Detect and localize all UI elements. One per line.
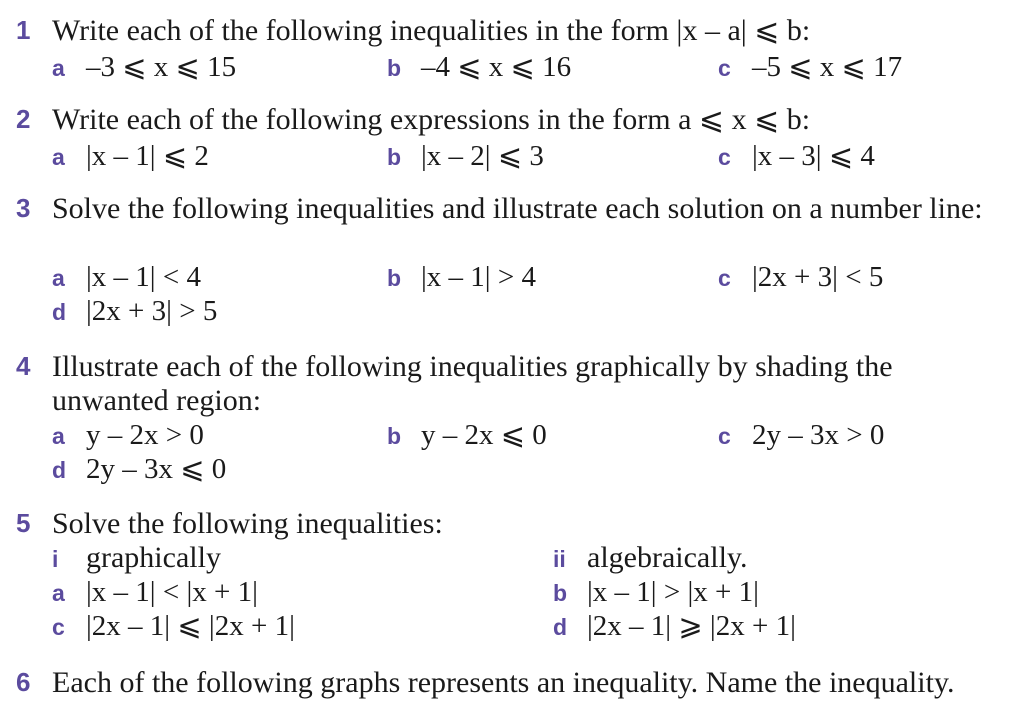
part-expression: |x – 2| ⩽ 3 [421, 140, 544, 172]
parts-row [0, 260, 1024, 294]
part-expression: |2x – 1| ⩽ |2x + 1| [86, 610, 295, 642]
part-expression: |2x + 3| > 5 [86, 295, 218, 327]
question-text: Illustrate each of the following inequalities graphically by shading the unwanted region: [52, 350, 893, 417]
part-expression: |x – 3| ⩽ 4 [752, 140, 875, 172]
part-a [52, 418, 204, 453]
method-label: ii [553, 546, 566, 572]
part-expression: |2x + 3| < 5 [752, 261, 884, 293]
parts-row [0, 609, 1024, 643]
part-expression: |x – 1| ⩽ 2 [86, 140, 209, 172]
parts-row [0, 418, 1024, 452]
part-label: a [52, 423, 65, 449]
question-number: 2 [16, 104, 31, 134]
part-c [718, 418, 884, 453]
part-label: c [718, 55, 731, 81]
question-text: Each of the following graphs represents an inequality. Name the inequality. [52, 666, 955, 699]
method-label: i [52, 546, 59, 572]
question-text: Solve the following inequalities and illustrate each solution on a number line: [52, 192, 983, 225]
part-expression: |x – 1| > 4 [421, 261, 536, 293]
question-number: 1 [16, 15, 31, 45]
part-label: b [387, 265, 402, 291]
part-label: d [52, 457, 67, 483]
method-ii [553, 541, 747, 576]
part-c [52, 609, 295, 644]
part-label: c [718, 265, 731, 291]
part-expression: –5 ⩽ x ⩽ 17 [752, 51, 903, 83]
part-label: b [387, 423, 402, 449]
part-expression: |x – 1| < 4 [86, 261, 201, 293]
part-label: b [387, 55, 402, 81]
question-number: 3 [16, 193, 31, 223]
question-text: Write each of the following inequalities in the form |x – a| ⩽ b: [52, 14, 811, 47]
part-a [52, 575, 258, 610]
question-text: Write each of the following expressions in the form a ⩽ x ⩽ b: [52, 103, 811, 136]
part-d [52, 452, 226, 487]
part-b [553, 575, 759, 610]
part-label: a [52, 144, 65, 170]
method-text: graphically [86, 541, 221, 574]
part-c [718, 139, 875, 174]
part-expression: 2y – 3x ⩽ 0 [86, 453, 227, 485]
parts-row [0, 452, 1024, 486]
method-i [52, 541, 221, 576]
part-label: b [387, 144, 402, 170]
part-label: d [553, 614, 568, 640]
question-number: 6 [16, 667, 31, 697]
part-label: a [52, 265, 65, 291]
parts-row [0, 50, 1024, 84]
part-expression: |2x – 1| ⩾ |2x + 1| [587, 610, 796, 642]
part-expression: 2y – 3x > 0 [752, 419, 885, 451]
part-a [52, 260, 201, 295]
part-d [553, 609, 796, 644]
method-text: algebraically. [587, 541, 748, 574]
parts-row [0, 139, 1024, 173]
part-expression: y – 2x ⩽ 0 [421, 419, 547, 451]
part-c [718, 50, 902, 85]
part-label: a [52, 55, 65, 81]
part-a [52, 50, 236, 85]
part-b [387, 139, 544, 174]
methods-row [0, 541, 1024, 575]
question-number: 5 [16, 508, 31, 538]
part-label: a [52, 580, 65, 606]
part-expression: |x – 1| > |x + 1| [587, 576, 759, 608]
part-c [718, 260, 883, 295]
part-label: c [718, 144, 731, 170]
part-label: c [52, 614, 65, 640]
part-a [52, 139, 209, 174]
part-d [52, 294, 217, 329]
part-expression: y – 2x > 0 [86, 419, 204, 451]
part-label: d [52, 299, 67, 325]
parts-row [0, 294, 1024, 328]
part-expression: –3 ⩽ x ⩽ 15 [86, 51, 237, 83]
question-number: 4 [16, 351, 31, 381]
part-expression: –4 ⩽ x ⩽ 16 [421, 51, 572, 83]
question-text: Solve the following inequalities: [52, 507, 443, 540]
part-b [387, 50, 571, 85]
part-label: c [718, 423, 731, 449]
part-expression: |x – 1| < |x + 1| [86, 576, 258, 608]
part-label: b [553, 580, 568, 606]
part-b [387, 260, 536, 295]
parts-row [0, 575, 1024, 609]
part-b [387, 418, 547, 453]
